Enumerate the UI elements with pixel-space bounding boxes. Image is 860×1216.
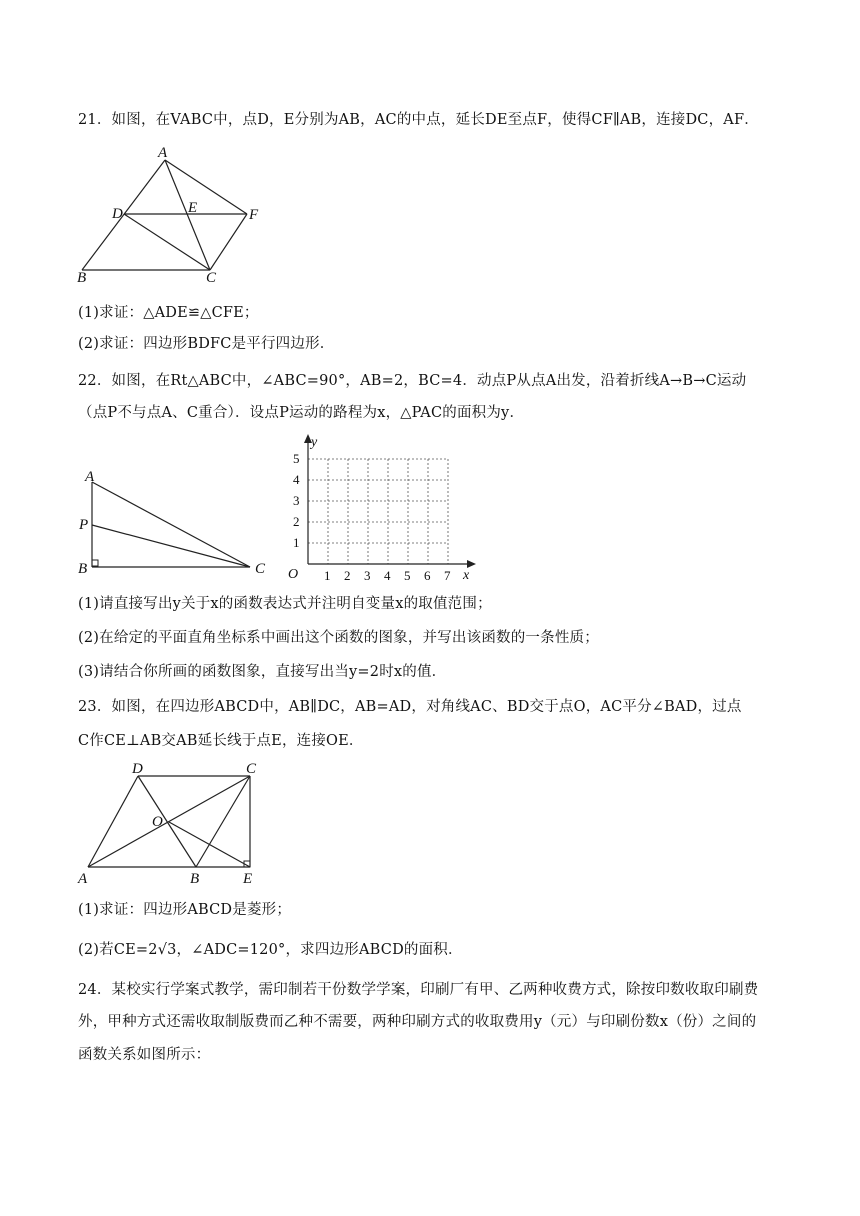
q22-part1: (1)请直接写出y关于x的函数表达式并注明自变量x的取值范围； [78,596,492,612]
q22-y-tick-1: 1 [293,535,300,550]
q22-x-tick-6: 6 [424,568,431,583]
q23-figure [72,756,277,891]
q21-part2: (2)求证：四边形BDFC是平行四边形． [78,336,335,352]
q22-label-a: A [85,469,95,485]
q22-x-tick-7: 7 [444,568,451,583]
q22-y-tick-3: 3 [293,493,300,508]
q24-line2: 外，甲种方式还需收取制版费而乙种不需要，两种印刷方式的收取费用y（元）与印刷份数x（份）之间的 [78,1014,757,1030]
q22-y-tick-4: 4 [293,472,300,487]
q22-x-tick-5: 5 [404,568,411,583]
q22-x-tick-2: 2 [344,568,351,583]
q22-x-tick-3: 3 [364,568,371,583]
q23-label-e: E [243,871,253,887]
q22-part2: (2)在给定的平面直角坐标系中画出这个函数的图象，并写出该函数的一条性质； [78,630,599,646]
q22-y-tick-5: 5 [293,451,300,466]
q22-x-tick-4: 4 [384,568,391,583]
q24-line1: 24．某校实行学案式教学，需印制若干份数学学案，印刷厂有甲、乙两种收费方式，除按印数收取印刷费 [78,982,759,998]
q22-axis-x-label: x [463,568,470,583]
q21-label-e: E [188,200,198,216]
q23-label-b: B [190,871,200,887]
q23-label-d: D [132,761,143,777]
q22-part3: (3)请结合你所画的函数图象，直接写出当y=2时x的值． [78,664,447,680]
q22-label-b: B [78,561,88,577]
q22-axis-y-label: y [311,435,318,450]
q22-triangle-figure [72,462,277,587]
q23-stem-line2: C作CE⊥AB交AB延长线于点E，连接OE． [78,733,364,749]
q21-label-d: D [112,206,123,222]
q22-x-tick-1: 1 [324,568,331,583]
q22-stem-line2: （点P不与点A、C重合）．设点P运动的路程为x，△PAC的面积为y． [78,405,525,421]
q23-part1: (1)求证：四边形ABCD是菱形； [78,902,292,918]
q23-label-c: C [246,761,257,777]
q23-stem-line1: 23．如图，在四边形ABCD中，AB∥DC，AB=AD，对角线AC、BD交于点O，AC平分∠BAD，过点 [78,699,742,715]
q22-y-tick-2: 2 [293,514,300,529]
q22-label-p: P [79,517,89,533]
q21-label-a: A [158,145,168,161]
q23-label-o: O [152,814,163,830]
q21-label-c: C [206,270,217,286]
q22-stem-line1: 22．如图，在Rt△ABC中，∠ABC=90°，AB=2，BC=4．动点P从点A出发，沿着折线A→B→C运动 [78,373,747,389]
q23-part2: (2)若CE=2√3，∠ADC=120°，求四边形ABCD的面积． [78,942,463,958]
q21-stem: 21．如图，在VABC中，点D，E分别为AB，AC的中点，延长DE至点F，使得CF∥AB，连接DC，AF． [78,112,759,128]
q22-axis-origin: O [288,567,299,582]
q24-line3: 函数关系如图所示： [78,1047,211,1063]
q23-label-a: A [78,871,88,887]
q22-coordinate-grid [280,432,480,587]
q21-label-f: F [249,207,259,223]
q22-label-c: C [255,561,266,577]
q21-label-b: B [77,270,87,286]
q21-part1: (1)求证：△ADE≌△CFE； [78,305,259,321]
q21-figure [72,144,272,284]
